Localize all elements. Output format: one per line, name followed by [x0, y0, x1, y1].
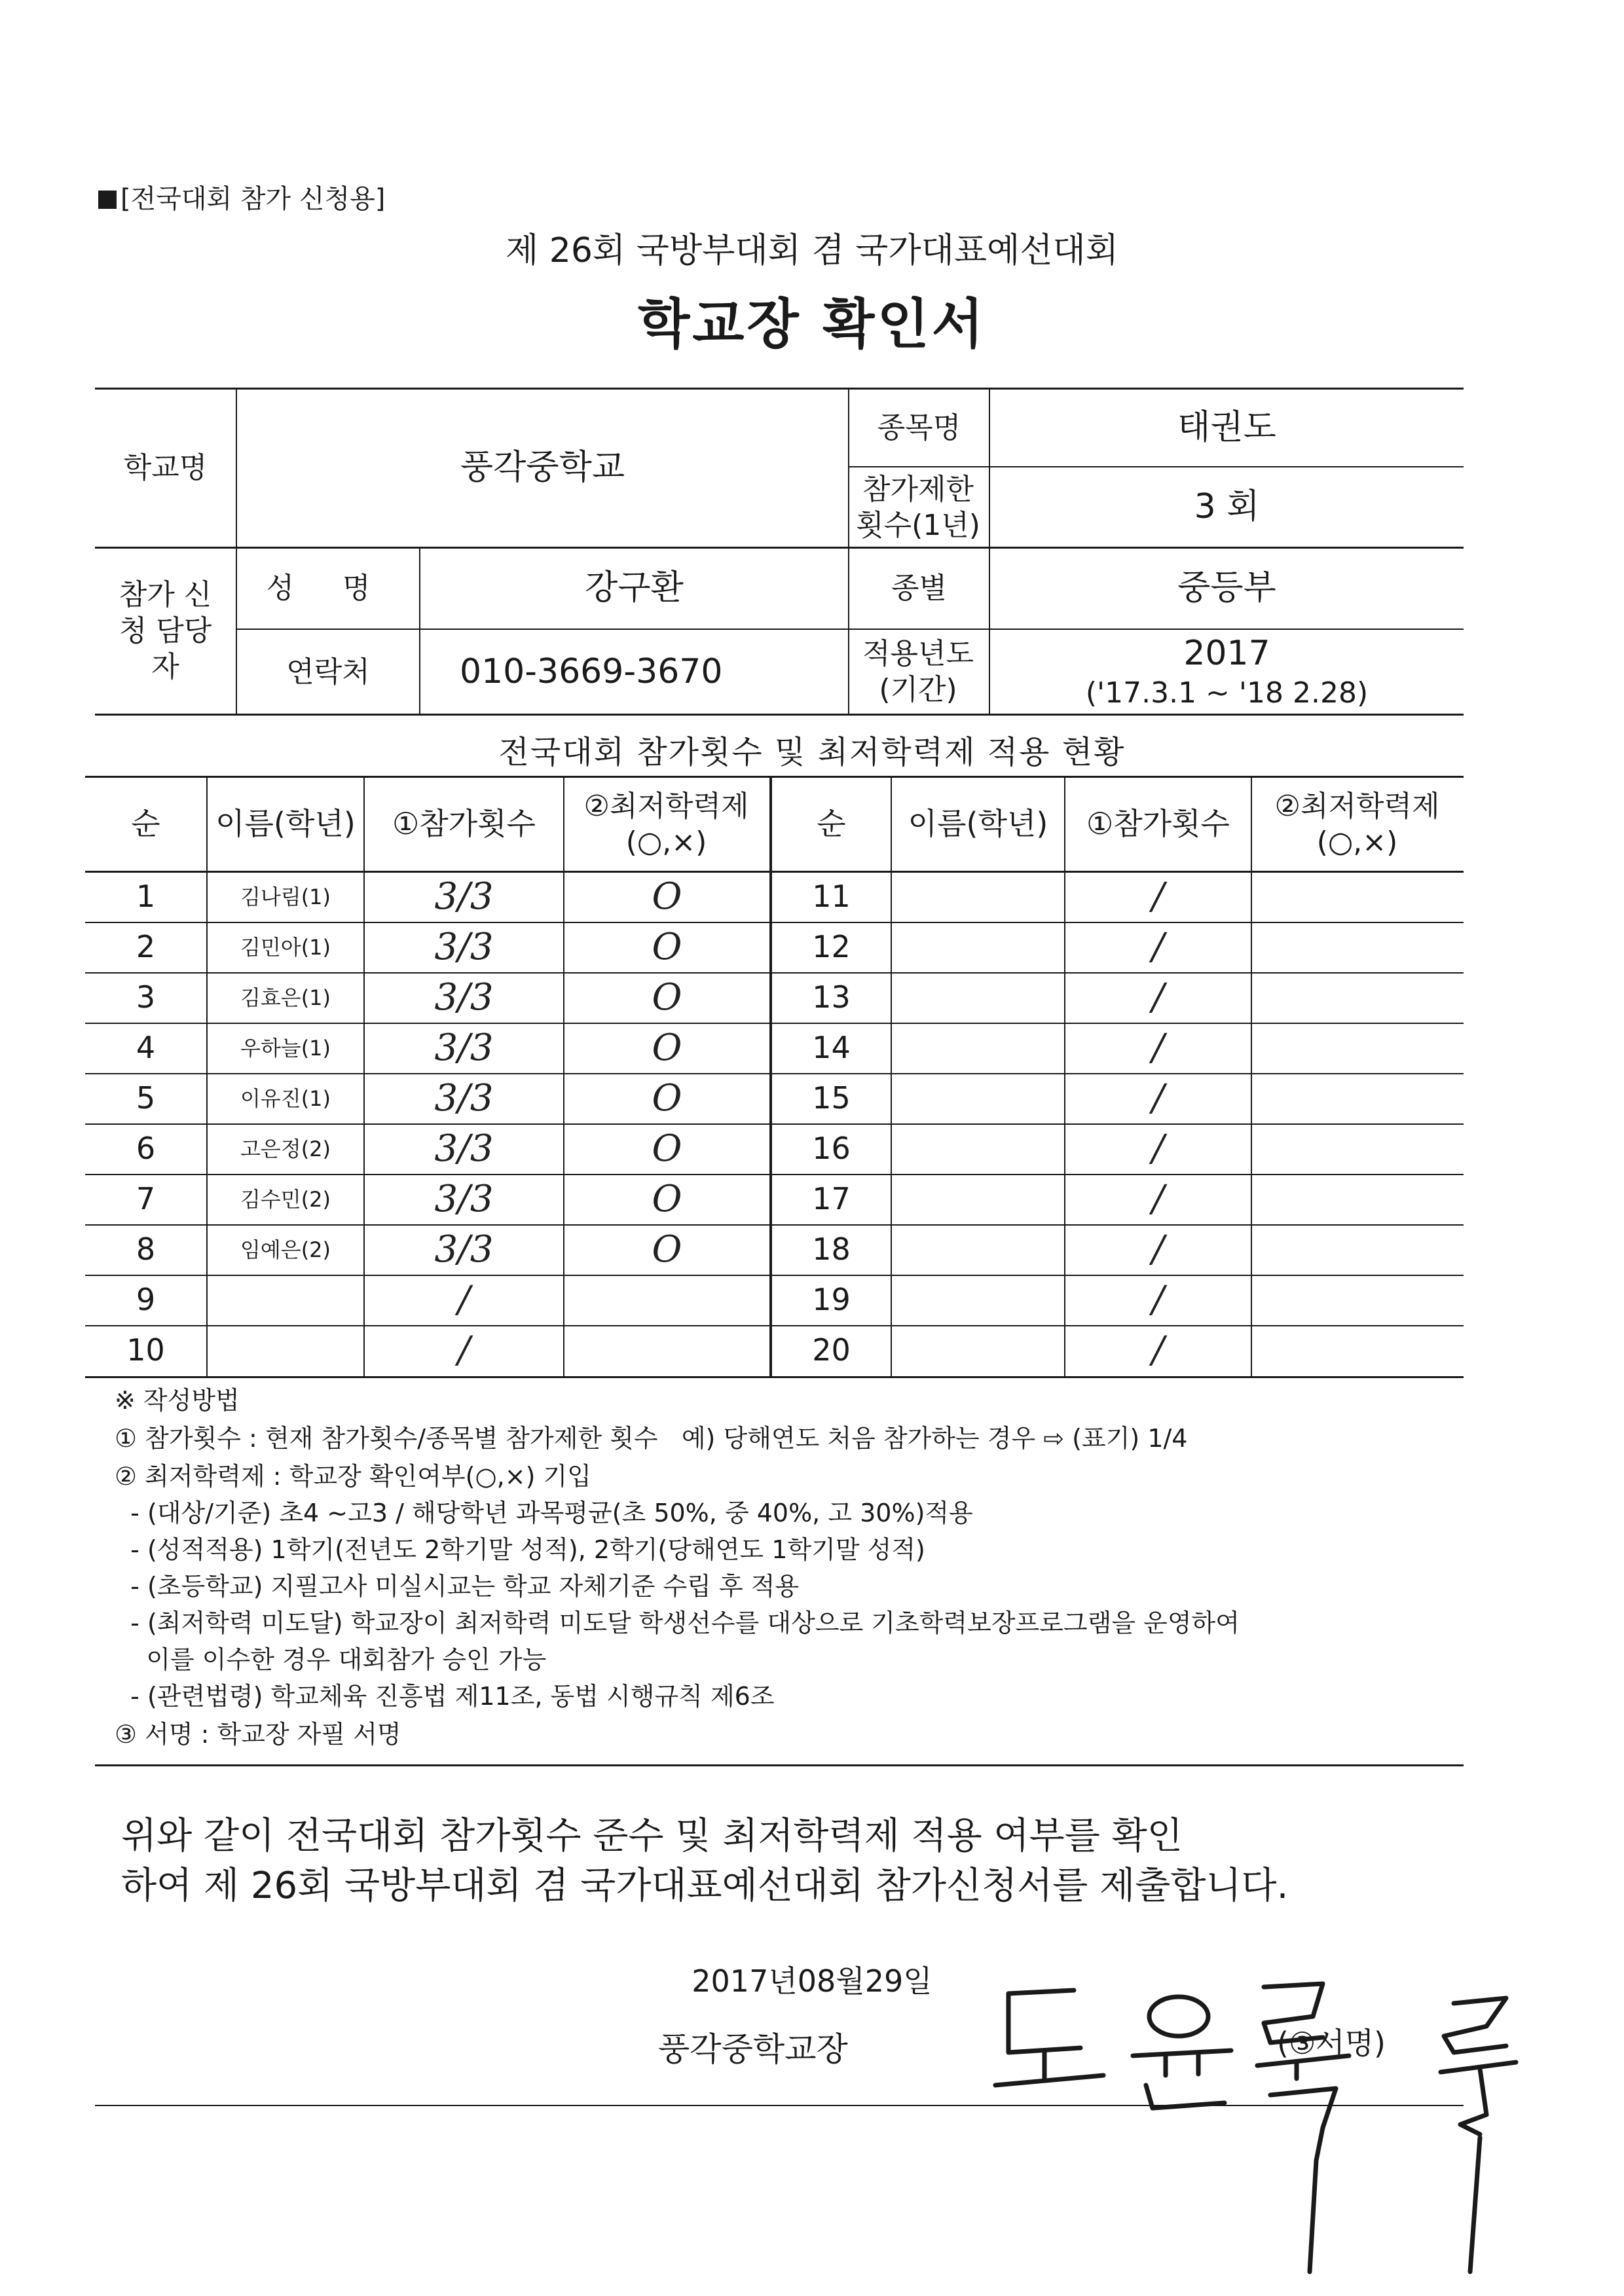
col-name-right: 이름(학년)	[908, 805, 1048, 841]
limit-label: 참가제한 횟수(1년)	[856, 472, 980, 542]
athlete-name: 김수민(2)	[240, 1186, 331, 1212]
participation-count: 3/3	[434, 1076, 494, 1120]
principal-title: 풍각중학교장	[658, 2030, 848, 2068]
row-number: 12	[812, 928, 851, 964]
seal-placeholder: (③서명)	[1277, 2026, 1386, 2061]
col-min-right: ②최저학력제 (○,×)	[1274, 789, 1440, 859]
instruction-line: - (성적적용) 1학기(전년도 2학기말 성적), 2학기(당해연도 1학기말 성적)	[115, 1535, 925, 1564]
document-date: 2017년08월29일	[692, 1963, 932, 1999]
participation-count: /	[1152, 1127, 1164, 1170]
instruction-line: - (초등학교) 지필고사 미실시교는 학교 자체기준 수립 후 적용	[115, 1572, 800, 1601]
period-value: ('17.3.1 ~ '18 2.28)	[1085, 676, 1369, 710]
participation-count: /	[1152, 1228, 1164, 1271]
instruction-line: ③ 서명 : 학교장 자필 서명	[115, 1720, 401, 1749]
instruction-line: ※ 작성방법	[115, 1386, 240, 1415]
min-academic-check: O	[652, 1228, 682, 1271]
participation-count: /	[458, 1328, 470, 1372]
participation-count: /	[1152, 1328, 1164, 1372]
instruction-line: ② 최저학력제 : 학교장 확인여부(○,×) 기입	[115, 1462, 591, 1491]
participation-count: 3/3	[434, 875, 494, 918]
athlete-name: 김나림(1)	[240, 884, 331, 909]
min-academic-check: O	[652, 1076, 682, 1120]
row-number: 2	[136, 928, 156, 964]
athlete-name: 임예은(2)	[240, 1237, 331, 1262]
min-academic-check: O	[652, 975, 682, 1019]
athlete-name: 이유진(1)	[240, 1085, 331, 1111]
participation-count: /	[1152, 975, 1164, 1019]
contact-value: 010-3669-3670	[460, 651, 723, 691]
year-value: 2017	[1183, 634, 1270, 673]
participation-count: /	[1152, 1278, 1164, 1321]
school-value: 풍각중학교	[460, 448, 625, 487]
person-label: 참가 신청 담당자	[119, 578, 212, 683]
row-number: 20	[812, 1332, 851, 1368]
participation-count: 3/3	[434, 1228, 494, 1271]
principal-signature	[982, 1964, 1519, 2278]
min-academic-check	[564, 1275, 769, 1324]
form-type-tag: [전국대회 참가 신청용]	[98, 178, 385, 215]
athlete-name	[208, 1326, 363, 1375]
page-title: 학교장 확인서	[638, 293, 986, 355]
participation-count: 3/3	[434, 1127, 494, 1170]
contact-label: 연락처	[286, 655, 370, 689]
row-number: 10	[126, 1332, 165, 1368]
row-number: 5	[136, 1080, 156, 1116]
instruction-line: - (관련법령) 학교체육 진흥법 제11조, 동법 시행규칙 제6조	[115, 1682, 775, 1711]
participation-count: 3/3	[434, 1177, 494, 1220]
confirmation-line-1: 위와 같이 전국대회 참가횟수 준수 및 최저학력제 적용 여부를 확인	[121, 1815, 1183, 1857]
participation-count: /	[1152, 1026, 1164, 1069]
division-value: 중등부	[1177, 568, 1276, 608]
instruction-line: ① 참가횟수 : 현재 참가횟수/종목별 참가제한 횟수 예) 당해연도 처음 참가하는 경우 ⇨ (표기) 1/4	[115, 1424, 1188, 1453]
name-value: 강구환	[585, 568, 684, 608]
row-number: 3	[136, 979, 156, 1015]
row-number: 7	[136, 1180, 156, 1216]
year-cell	[990, 630, 1464, 714]
col-no-left: 순	[131, 805, 160, 841]
min-academic-check	[564, 1326, 769, 1375]
school-label: 학교명	[123, 451, 208, 484]
athlete-name: 고은정(2)	[240, 1136, 331, 1161]
athlete-name	[208, 1275, 363, 1324]
division-label: 종별	[891, 572, 947, 605]
row-number: 18	[812, 1231, 851, 1267]
athlete-name: 김민아(1)	[240, 934, 331, 960]
row-number: 8	[136, 1231, 156, 1267]
row-number: 19	[812, 1281, 851, 1317]
min-academic-check: O	[652, 875, 682, 918]
participation-count: /	[1152, 1076, 1164, 1120]
participation-count: /	[458, 1278, 470, 1321]
row-number: 6	[136, 1130, 156, 1166]
row-number: 15	[812, 1080, 851, 1116]
row-number: 4	[136, 1029, 156, 1065]
athlete-name: 김효은(1)	[240, 985, 331, 1010]
row-number: 1	[136, 878, 156, 914]
row-number: 17	[812, 1180, 851, 1216]
col-count-right: ①참가횟수	[1086, 805, 1230, 841]
event-subtitle: 제 26회 국방부대회 겸 국가대표예선대회	[506, 231, 1118, 270]
limit-value: 3 회	[1194, 487, 1260, 526]
row-number: 13	[812, 979, 851, 1015]
col-no-right: 순	[817, 805, 846, 841]
square-bullet-icon	[98, 191, 117, 209]
instruction-line: 이를 이수한 경우 대회참가 승인 가능	[115, 1645, 547, 1674]
participation-count: /	[1152, 925, 1164, 968]
col-min-left: ②최저학력제 (○,×)	[583, 789, 749, 859]
instruction-line: - (대상/기준) 초4 ~고3 / 해당학년 과목평균(초 50%, 중 40%, 고 30%)적용	[115, 1499, 973, 1527]
event-value: 태권도	[1177, 407, 1276, 447]
row-number: 16	[812, 1130, 851, 1166]
participation-count: /	[1152, 875, 1164, 918]
status-title: 전국대회 참가횟수 및 최저학력제 적용 현황	[498, 734, 1126, 771]
participation-count: 3/3	[434, 925, 494, 968]
col-count-left: ①참가횟수	[392, 805, 536, 841]
participation-count: 3/3	[434, 975, 494, 1019]
row-number: 11	[812, 878, 851, 914]
min-academic-check: O	[652, 1026, 682, 1069]
min-academic-check: O	[652, 925, 682, 968]
instruction-line: - (최저학력 미도달) 학교장이 최저학력 미도달 학생선수를 대상으로 기초학력보장프로그램을 운영하여	[115, 1609, 1240, 1637]
event-label: 종목명	[877, 410, 961, 445]
confirmation-line-2: 하여 제 26회 국방부대회 겸 국가대표예선대회 참가신청서를 제출합니다.	[121, 1865, 1289, 1907]
row-number: 9	[136, 1281, 156, 1317]
col-name-left: 이름(학년)	[215, 805, 356, 841]
min-academic-check: O	[652, 1177, 682, 1220]
row-number: 14	[812, 1029, 851, 1065]
participation-count: 3/3	[434, 1026, 494, 1069]
name-label: 성 명	[266, 572, 390, 605]
year-label: 적용년도 (기간)	[862, 637, 974, 706]
athlete-name: 우하늘(1)	[240, 1035, 331, 1061]
participation-count: /	[1152, 1177, 1164, 1220]
min-academic-check: O	[652, 1127, 682, 1170]
